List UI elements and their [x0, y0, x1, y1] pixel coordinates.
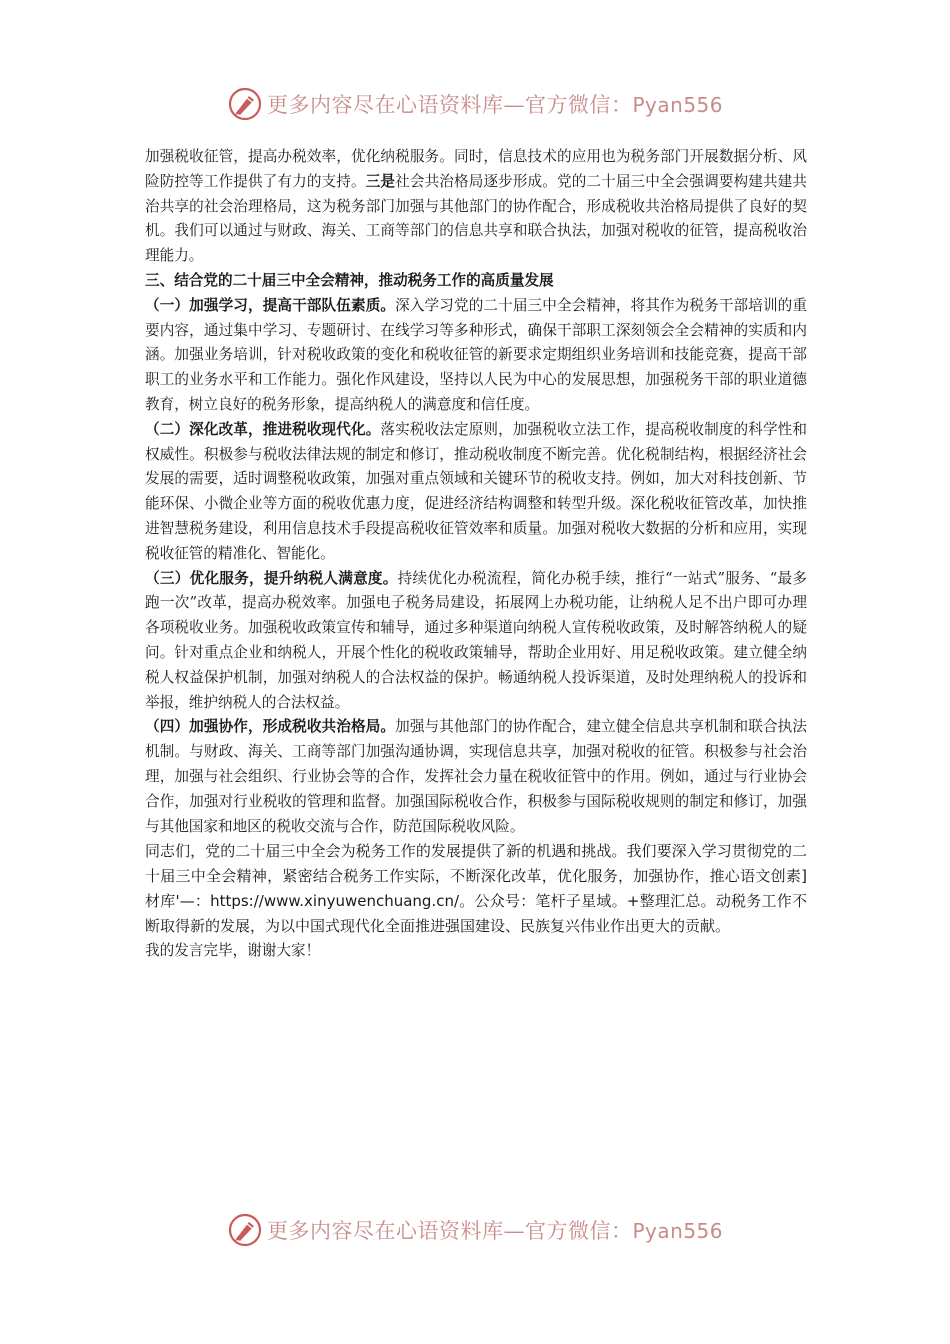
subsection-title: （一）加强学习，提高干部队伍素质。 — [145, 296, 396, 314]
subsection-title: （四）加强协作，形成税收共治格局。 — [145, 718, 396, 736]
subsection-4 — [145, 715, 807, 839]
paragraph-text: 落实税收法定原则，加强税收立法工作，提高税收制度的科学性和权威性。积极参与税收法律法规的制定和修订，推动税收制度不断完善。优化税制结构，根据经济社会发展的需要，适时调整税收政策，加强对重点领域和关键环节的税收支持。例如，加大对科技创新、节能环保、小微企业等方面的税收优惠力度，促进经济结构调整和转型升级。深化税收征管改革，加快推进智慧税务建设，利用信息技术手段提高税收征管效率和质量。加强对税收大数据的分析和应用，实现税收征管的精准化、智能化。 — [145, 420, 807, 562]
pen-nib-logo-icon — [227, 86, 263, 122]
pen-nib-logo-icon — [227, 1212, 263, 1248]
subsection-2 — [145, 418, 807, 567]
watermark-label: 更多内容尽在心语资料库—官方微信： — [266, 1219, 633, 1243]
watermark-text — [267, 89, 723, 119]
paragraph-intro — [145, 145, 807, 269]
subsection-title: （二）深化改革，推进税收现代化。 — [145, 420, 381, 438]
paragraph-text: 深入学习党的二十届三中全会精神，将其作为税务干部培训的重要内容，通过集中学习、专题研讨、在线学习等多种形式，确保干部职工深刻领会全会精神的实质和内涵。加强业务培训，针对税收政策的变化和税收征管的新要求定期组织业务培训和技能竞赛，提高干部职工的业务水平和工作能力。强化作风建设，坚持以人民为中心的发展思想，加强税务干部的职业道德教育，树立良好的税务形象，提高纳税人的满意度和信任度。 — [145, 296, 807, 413]
document-body — [145, 145, 807, 963]
paragraph-text: 持续优化办税流程，简化办税手续，推行“一站式”服务、“最多跑一次”改革，提高办税效率。加强电子税务局建设，拓展网上办税功能，让纳税人足不出户即可办理各项税收业务。加强税收政策宣传和辅导，通过多种渠道向纳税人宣传税收政策，及时解答纳税人的疑问。针对重点企业和纳税人，开展个性化的税收政策辅导，帮助企业用好、用足税收政策。建立健全纳税人权益保护机制，加强对纳税人的合法权益的保护。畅通纳税人投诉渠道，及时处理纳税人的投诉和举报，维护纳税人的合法权益。 — [145, 569, 807, 711]
subsection-title: （三）优化服务，提升纳税人满意度。 — [145, 569, 398, 587]
watermark-text — [267, 1215, 723, 1245]
section-heading: 三、结合党的二十届三中全会精神，推动税务工作的高质量发展 — [145, 271, 554, 289]
watermark-label: 更多内容尽在心语资料库—官方微信： — [266, 93, 633, 117]
final-line: 我的发言完毕，谢谢大家！ — [145, 941, 321, 959]
subsection-3 — [145, 567, 807, 716]
subsection-1 — [145, 294, 807, 418]
paragraph-text: 加强与其他部门的协作配合，建立健全信息共享机制和联合执法机制。与财政、海关、工商等部门加强沟通协调，实现信息共享，加强对税收的征管。积极参与社会治理，加强与社会组织、行业协会等的合作，发挥社会力量在税收征管中的作用。例如，通过与行业协会合作，加强对行业税收的管理和监督。加强国际税收合作，积极参与国际税收规则的制定和修订，加强与其他国家和地区的税收交流与合作，防范国际税收风险。 — [145, 718, 807, 835]
paragraph-text: 社会共治格局逐步形成。党的二十届三中全会强调要构建共建共治共享的社会治理格局，这为税务部门加强与其他部门的协作配合，形成税收共治格局提供了良好的契机。我们可以通过与财政、海关、工商等部门的信息共享和联合执法，加强对税收的征管，提高税收治理能力。 — [145, 172, 807, 265]
watermark-wechat-id: Pyan556 — [632, 93, 723, 117]
watermark-footer — [0, 1210, 950, 1250]
paragraph-text: 加强税收征管，提高办税效率，优化纳税服务。同时，信息技术的应用也为税务部门开展数据分析、风险防控等工作提供了有力的支持。 — [145, 148, 807, 190]
watermark-header — [0, 84, 950, 124]
emphasis-text: 三是 — [365, 172, 396, 190]
closing-paragraph: 同志们，党的二十届三中全会为税务工作的发展提供了新的机遇和挑战。我们要深入学习贯彻党的二十届三中全会精神，紧密结合税务工作实际，不断深化改革，优化服务，加强协作，推心语文创素]材库'—：https://www.xinyuwenchuang.cn/。公众号：笔杆子星域。+整理汇总。动税务工作不断取得新的发展，为以中国式现代化全面推进强国建设、民族复兴伟业作出更大的贡献。 — [145, 842, 807, 935]
watermark-wechat-id: Pyan556 — [632, 1219, 723, 1243]
